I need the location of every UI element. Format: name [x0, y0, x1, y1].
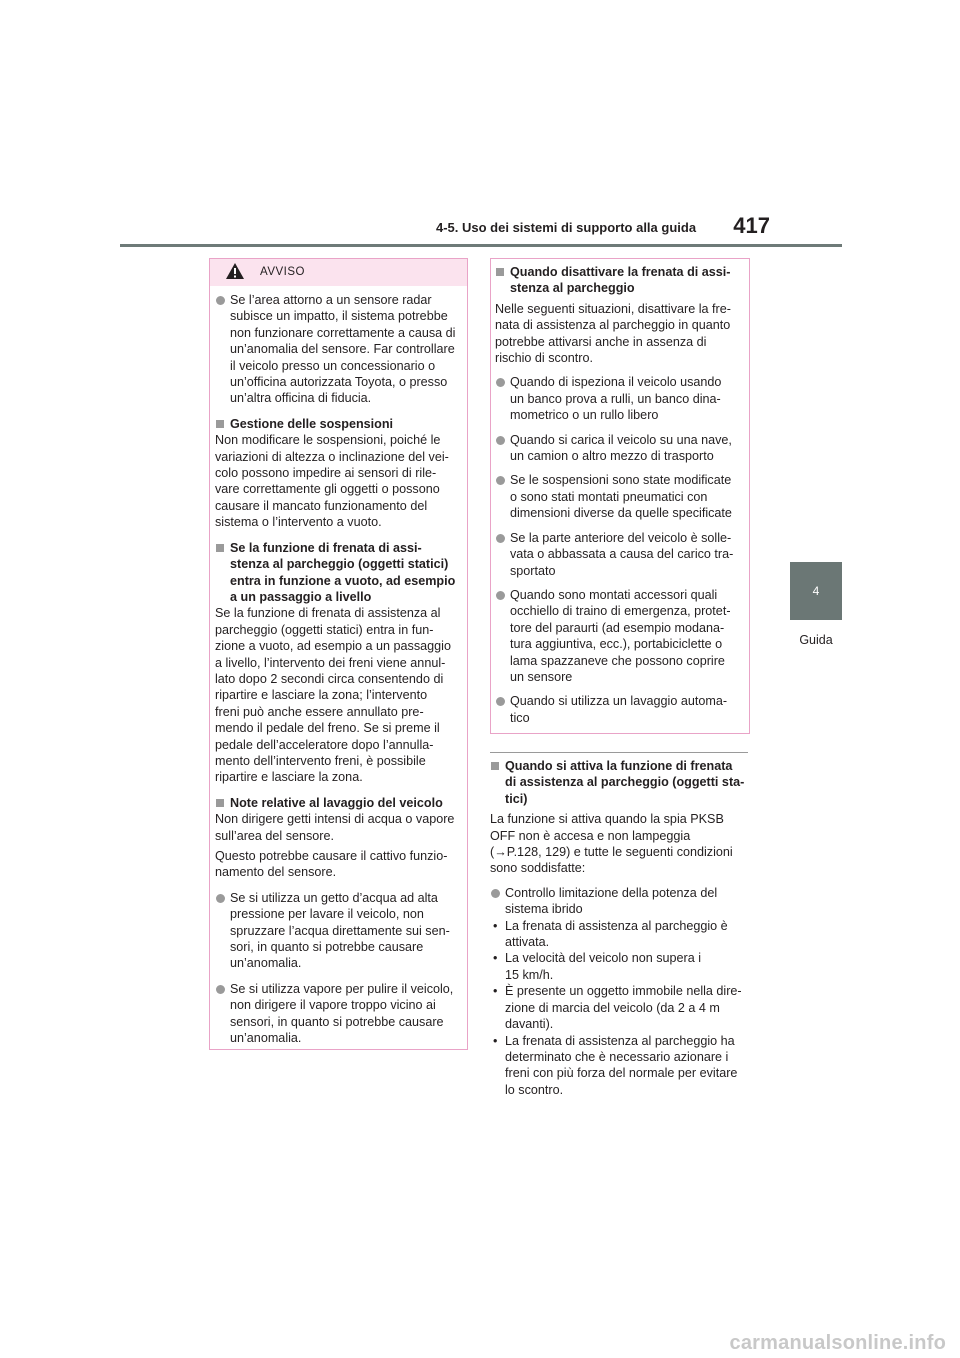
text-line: pressione per lavare il veicolo, non — [230, 907, 424, 922]
text-line: sistema o l’intervento a vuoto. — [215, 515, 382, 530]
text-line: Se le sospensioni sono state modificate — [510, 473, 732, 488]
text-line: Questo potrebbe causare il cattivo funzio- — [215, 849, 448, 863]
text-line: sensori, in quanto si potrebbe causare — [230, 1014, 444, 1029]
washing-text — [215, 811, 461, 844]
text-line: Non modificare le sospensioni, poiché le — [215, 433, 441, 448]
warning-triangle-icon — [225, 262, 245, 280]
text-line: colo possono impedire ai sensori di rile- — [215, 466, 437, 481]
text-line: un sensore — [510, 669, 573, 684]
false-activation-heading — [215, 540, 461, 606]
text-line: zione a vuoto, ad esempio a un passaggio — [215, 639, 451, 654]
text-line: un banco prova a rulli, un banco dina- — [510, 391, 721, 406]
text-line: mendo il pedale del freno. Se si preme il — [215, 721, 440, 736]
text-line: vata o abbassata a causa del carico tra- — [510, 547, 734, 562]
text-line: un’anomalia del sensore. Far controllare — [230, 342, 455, 357]
text-line: ripartire e lasciare la zona. — [215, 770, 363, 785]
text-line: sistema ibrido — [505, 902, 583, 917]
chapter-tab-number: 4 — [812, 584, 820, 598]
text-line: Se si utilizza vapore per pulire il veicolo, — [230, 981, 454, 996]
bullet-dot — [496, 436, 505, 445]
text-line: Quando disattivare la frenata di assi- — [510, 265, 731, 279]
text-line: Controllo limitazione della potenza del — [505, 885, 718, 900]
text-line: dimensioni diverse da quelle specificate — [510, 506, 732, 521]
watermark-link[interactable]: carmanualsonline.info — [729, 1332, 946, 1354]
heading-square — [216, 420, 224, 428]
bullet-dot — [496, 476, 505, 485]
bullet-dot — [496, 591, 505, 600]
condition-item — [490, 918, 748, 951]
heading-square — [216, 799, 224, 807]
text-line: Quando si carica il veicolo su una nave, — [510, 432, 732, 447]
deactivation-bullet-transport — [495, 432, 743, 465]
text-line: potrebbe attivarsi anche in assenza di — [495, 334, 707, 349]
text-line: Se l’area attorno a un sensore radar — [230, 293, 432, 307]
deactivation-bullet-suspension — [495, 472, 743, 521]
text-line: Quando si utilizza un lavaggio automa- — [510, 694, 728, 709]
text-line: È presente un oggetto immobile nella dire- — [505, 984, 742, 999]
condition-item — [490, 983, 748, 1032]
text-line: Se la funzione di frenata di assi- — [230, 540, 422, 555]
text-line: Gestione delle sospensioni — [230, 416, 394, 431]
warning-title: AVVISO — [260, 266, 305, 278]
text-line: causare il mancato funzionamento del — [215, 498, 428, 513]
text-line: pedale dell’acceleratore dopo l’annulla- — [215, 737, 434, 752]
warning-box-header — [210, 259, 467, 286]
text-line: un camion o altro mezzo di trasporto — [510, 449, 714, 464]
text-line: stenza al parcheggio (oggetti statici) — [230, 557, 449, 572]
chapter-label: Guida — [799, 633, 833, 647]
text-line: tici) — [505, 791, 528, 806]
warning-body — [215, 292, 461, 1046]
deactivation-bullet-carwash — [495, 693, 743, 726]
activation-section — [490, 758, 748, 1098]
chapter-tab — [790, 562, 842, 620]
text-line: tico — [510, 710, 530, 725]
text-line: parcheggio (oggetti statici) entra in fun- — [215, 622, 434, 637]
text-line: a un passaggio a livello — [230, 589, 372, 604]
heading-square — [491, 762, 499, 770]
text-line: lato dopo 2 secondi circa consentendo di — [215, 671, 444, 686]
text-line: un’anomalia. — [230, 1031, 302, 1046]
text-line: Quando si attiva la funzione di frenata — [505, 759, 733, 773]
text-line: freni con più forza del normale per evitare — [505, 1066, 738, 1081]
text-line: sono soddisfatte: — [490, 861, 586, 876]
washing-heading — [215, 795, 461, 811]
dash-mark: • — [493, 951, 498, 966]
text-line: sori, in quanto si potrebbe causare — [230, 940, 424, 955]
text-line: La funzione si attiva quando la spia PKSB — [490, 812, 724, 827]
text-line: 15 km/h. — [505, 967, 554, 982]
section-title: 4-5. Uso dei sistemi di supporto alla guida — [436, 220, 697, 235]
dash-mark: • — [493, 984, 498, 999]
text-line: un’anomalia. — [230, 956, 302, 971]
text-line: determinato che è necessario azionare i — [505, 1049, 729, 1064]
warning-bullet-radar — [215, 292, 461, 407]
text-line: spruzzare l’acqua direttamente sui sen- — [230, 923, 450, 938]
suspension-heading — [215, 416, 461, 432]
text-line: occhiello di traino di emergenza, protet- — [510, 604, 731, 619]
text-line: non dirigere il vapore troppo vicino ai — [230, 998, 436, 1013]
text-line: mento dell’intervento freni, è possibile — [215, 753, 426, 768]
condition-item — [490, 950, 748, 983]
deactivation-bullet-accessories — [495, 587, 743, 685]
text-line: attivata. — [505, 935, 550, 950]
bullet-dot — [496, 378, 505, 387]
heading-square — [216, 544, 224, 552]
deactivation-intro — [495, 301, 743, 367]
heading-square — [496, 268, 504, 276]
text-line: ripartire e lasciare la zona; l’intervento — [215, 688, 428, 703]
text-line: rischio di scontro. — [495, 351, 593, 366]
text-line: La frenata di assistenza al parcheggio è — [505, 918, 728, 933]
text-line: (→P.128, 129) e tutte le seguenti condizioni — [490, 845, 733, 860]
activation-intro — [490, 811, 748, 877]
text-line: variazioni di altezza o inclinazione del vei- — [215, 449, 449, 464]
washing-bullet-steam — [215, 981, 461, 1047]
suspension-text — [215, 432, 461, 530]
washing-bullet-water — [215, 890, 461, 972]
text-line: mometrico o un rullo libero — [510, 408, 659, 423]
bullet-dot — [491, 889, 500, 898]
text-line: Quando di ispeziona il veicolo usando — [510, 375, 722, 390]
condition-item — [490, 1033, 748, 1099]
text-line: un’officina autorizzata Toyota, o presso — [230, 375, 448, 390]
text-line: subisce un impatto, il sistema potrebbe — [230, 309, 448, 324]
bullet-dot — [496, 534, 505, 543]
bullet-dot — [216, 296, 225, 305]
text-line: OFF non è accesa e non lampeggia — [490, 828, 691, 843]
washing-text-2 — [215, 848, 461, 881]
text-line: freni può anche essere annullato pre- — [215, 704, 424, 719]
text-line: o sono stati montati pneumatici con — [510, 489, 708, 504]
text-line: a livello, l’intervento dei freni viene annul- — [215, 655, 446, 670]
text-line: Quando sono montati accessori quali — [510, 587, 718, 602]
text-line: Note relative al lavaggio del veicolo — [230, 795, 443, 810]
text-line: stenza al parcheggio — [510, 281, 635, 296]
activation-bullet-power — [490, 885, 748, 918]
text-line: lama spazzaneve che possono coprire — [510, 653, 725, 668]
text-line: Non dirigere getti intensi di acqua o vapore — [215, 812, 455, 827]
text-line: non funzionare correttamente a causa di — [230, 325, 456, 340]
text-line: sull’area del sensore. — [215, 828, 335, 843]
deactivation-body — [495, 264, 743, 726]
text-line: tura aggiuntiva, ecc.), portabiciclette o — [510, 637, 723, 652]
bullet-dot — [216, 985, 225, 994]
text-line: un’altra officina di fiducia. — [230, 391, 372, 406]
text-line: La velocità del veicolo non supera i — [505, 951, 702, 966]
text-line: il veicolo presso un concessionario o — [230, 358, 436, 373]
text-line: vare correttamente gli oggetti o possono — [215, 482, 440, 497]
activation-rule — [490, 752, 748, 753]
text-line: Se la funzione di frenata di assistenza al — [215, 606, 441, 621]
bullet-dot — [496, 697, 505, 706]
text-line: zione di marcia del veicolo (da 2 a 4 m — [505, 1000, 720, 1015]
deactivation-bullet-load — [495, 530, 743, 579]
bullet-dot — [216, 894, 225, 903]
text-line: davanti). — [505, 1017, 554, 1032]
page-number: 417 — [733, 213, 770, 238]
dash-mark: • — [493, 918, 498, 933]
text-line: nata di assistenza al parcheggio in quanto — [495, 318, 731, 333]
activation-heading — [490, 758, 748, 807]
text-line: Se si utilizza un getto d’acqua ad alta — [230, 890, 438, 905]
dash-mark: • — [493, 1033, 498, 1048]
text-line: di assistenza al parcheggio (oggetti sta- — [505, 775, 745, 790]
text-line: lo scontro. — [505, 1082, 564, 1097]
header-rule — [120, 244, 842, 247]
text-line: Se la parte anteriore del veicolo è solle- — [510, 530, 732, 545]
false-activation-text — [215, 605, 461, 785]
text-line: sportato — [510, 563, 556, 578]
text-line: La frenata di assistenza al parcheggio ha — [505, 1033, 735, 1048]
text-line: tore del paraurti (ad esempio modana- — [510, 620, 725, 635]
text-line: Nelle seguenti situazioni, disattivare la fre- — [495, 301, 731, 316]
deactivation-bullet-dyno — [495, 374, 743, 423]
deactivation-heading — [495, 264, 743, 297]
text-line: namento del sensore. — [215, 865, 337, 880]
text-line: entra in funzione a vuoto, ad esempio — [230, 573, 456, 588]
